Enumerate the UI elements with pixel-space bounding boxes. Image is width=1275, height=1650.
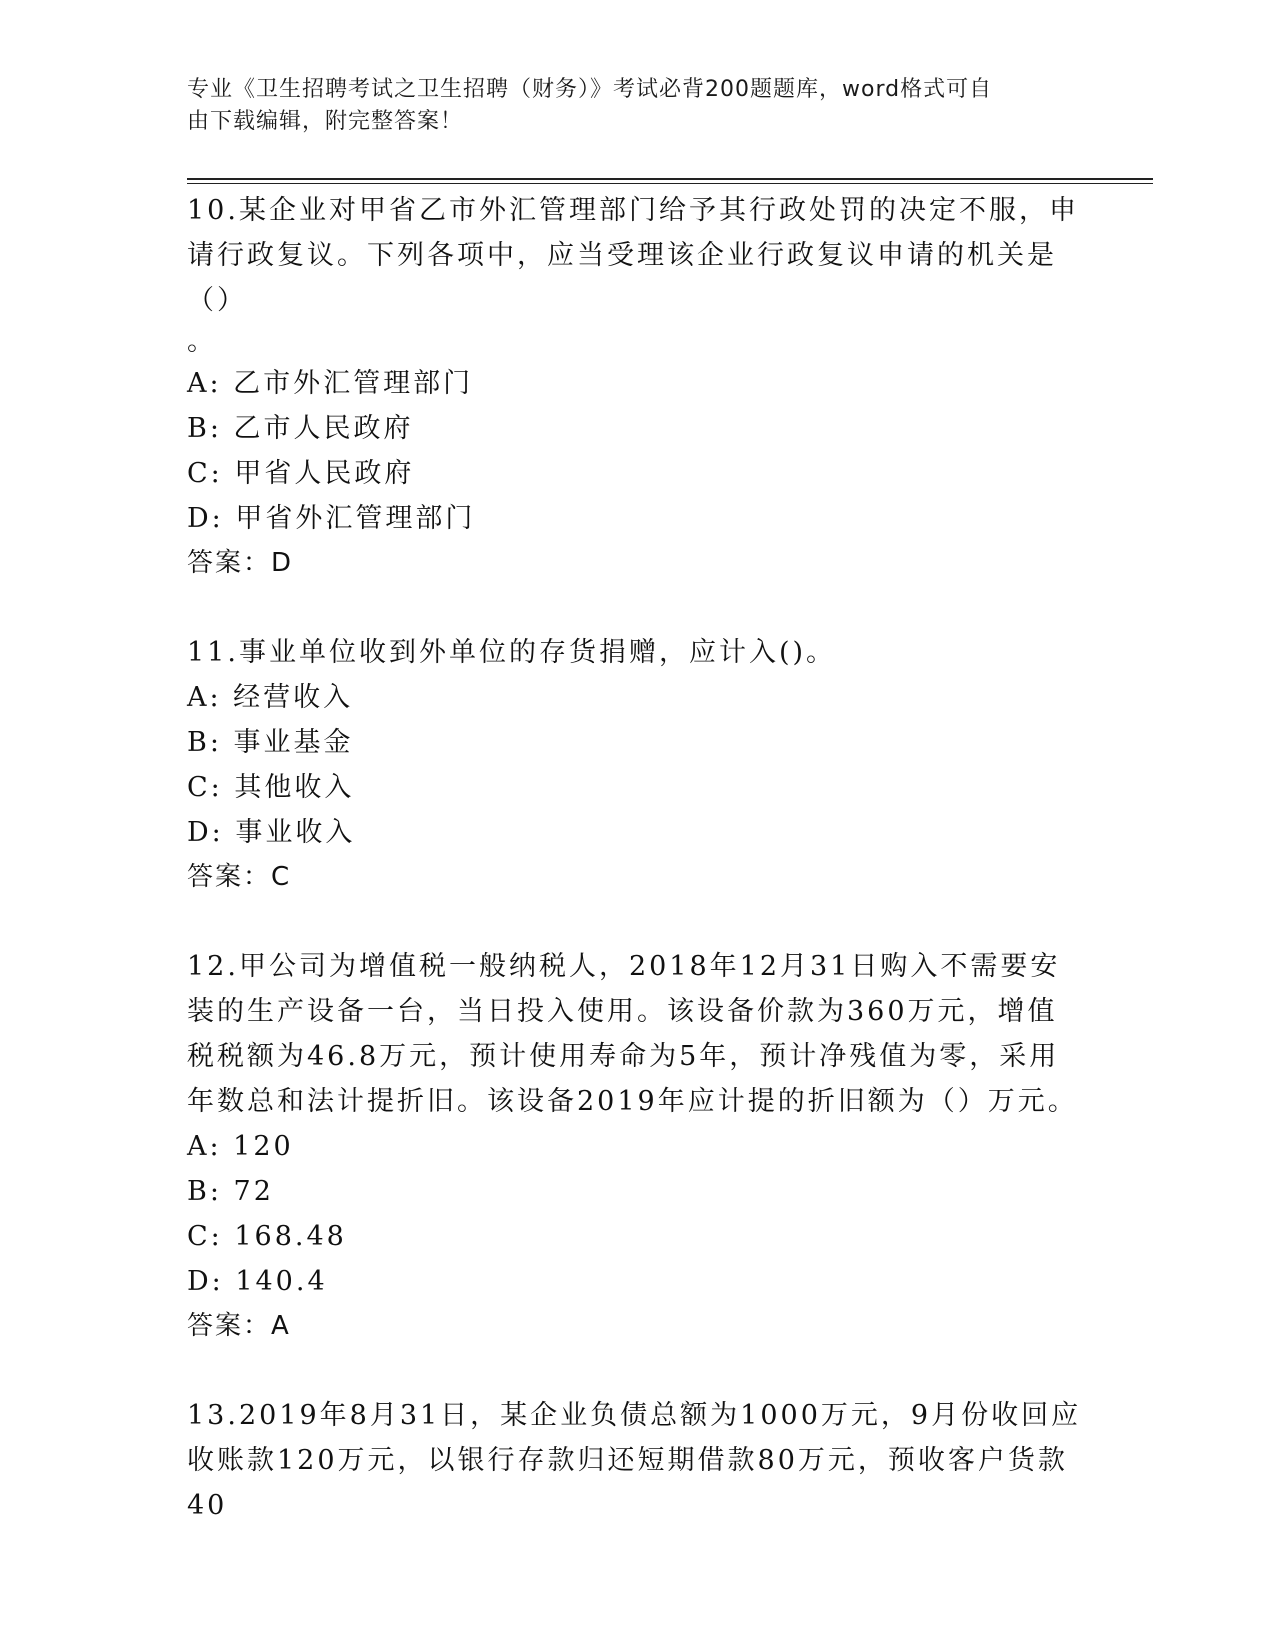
header-divider xyxy=(187,178,1153,180)
option-list xyxy=(187,675,1087,855)
question-stem: 13.2019年8月31日，某企业负债总额为1000万元，9月份收回应收账款120万元，以银行存款归还短期借款80万元，预收客户货款40 xyxy=(187,1400,1082,1521)
header-divider-thin xyxy=(187,183,1153,184)
option-a: A: 120 xyxy=(187,1131,294,1162)
question-list xyxy=(187,188,1087,1572)
question-11 xyxy=(187,630,1087,900)
header-line-1: 专业《卫生招聘考试之卫生招聘（财务）》考试必背200题题库，word格式可自 xyxy=(187,77,993,102)
option-a: A: 经营收入 xyxy=(187,682,354,713)
option-d: D: 事业收入 xyxy=(187,817,356,848)
option-b: B: 事业基金 xyxy=(187,727,354,758)
option-a: A: 乙市外汇管理部门 xyxy=(187,368,474,399)
header-line-2: 由下载编辑，附完整答案！ xyxy=(187,109,464,134)
option-d: D: 140.4 xyxy=(187,1266,328,1297)
question-12 xyxy=(187,944,1087,1349)
option-d: D: 甲省外汇管理部门 xyxy=(187,503,476,534)
option-b: B: 72 xyxy=(187,1176,274,1207)
document-header xyxy=(187,74,1087,138)
question-stem: 12.甲公司为增值税一般纳税人，2018年12月31日购入不需要安装的生产设备一台，当日投入使用。该设备价款为360万元，增值税税额为46.8万元，预计使用寿命为5年，预计净残值为零，采用年数总和法计提折旧。该设备2019年应计提的折旧额为（）万元。 xyxy=(187,951,1078,1117)
answer-line: 答案：D xyxy=(187,548,294,578)
option-list xyxy=(187,361,1087,541)
question-10 xyxy=(187,188,1087,586)
option-c: C: 168.48 xyxy=(187,1221,347,1252)
question-stem: 10.某企业对甲省乙市外汇管理部门给予其行政处罚的决定不服，申请行政复议。下列各项中，应当受理该企业行政复议申请的机关是（） xyxy=(187,195,1079,316)
question-13 xyxy=(187,1393,1087,1528)
option-b: B: 乙市人民政府 xyxy=(187,413,414,444)
answer-line: 答案：C xyxy=(187,862,292,892)
option-c: C: 其他收入 xyxy=(187,772,355,803)
question-stem: 11.事业单位收到外单位的存货捐赠，应计入()。 xyxy=(187,637,837,668)
question-stem-tail: 。 xyxy=(187,326,217,357)
answer-line: 答案：A xyxy=(187,1311,291,1341)
option-c: C: 甲省人民政府 xyxy=(187,458,415,489)
option-list xyxy=(187,1124,1087,1304)
